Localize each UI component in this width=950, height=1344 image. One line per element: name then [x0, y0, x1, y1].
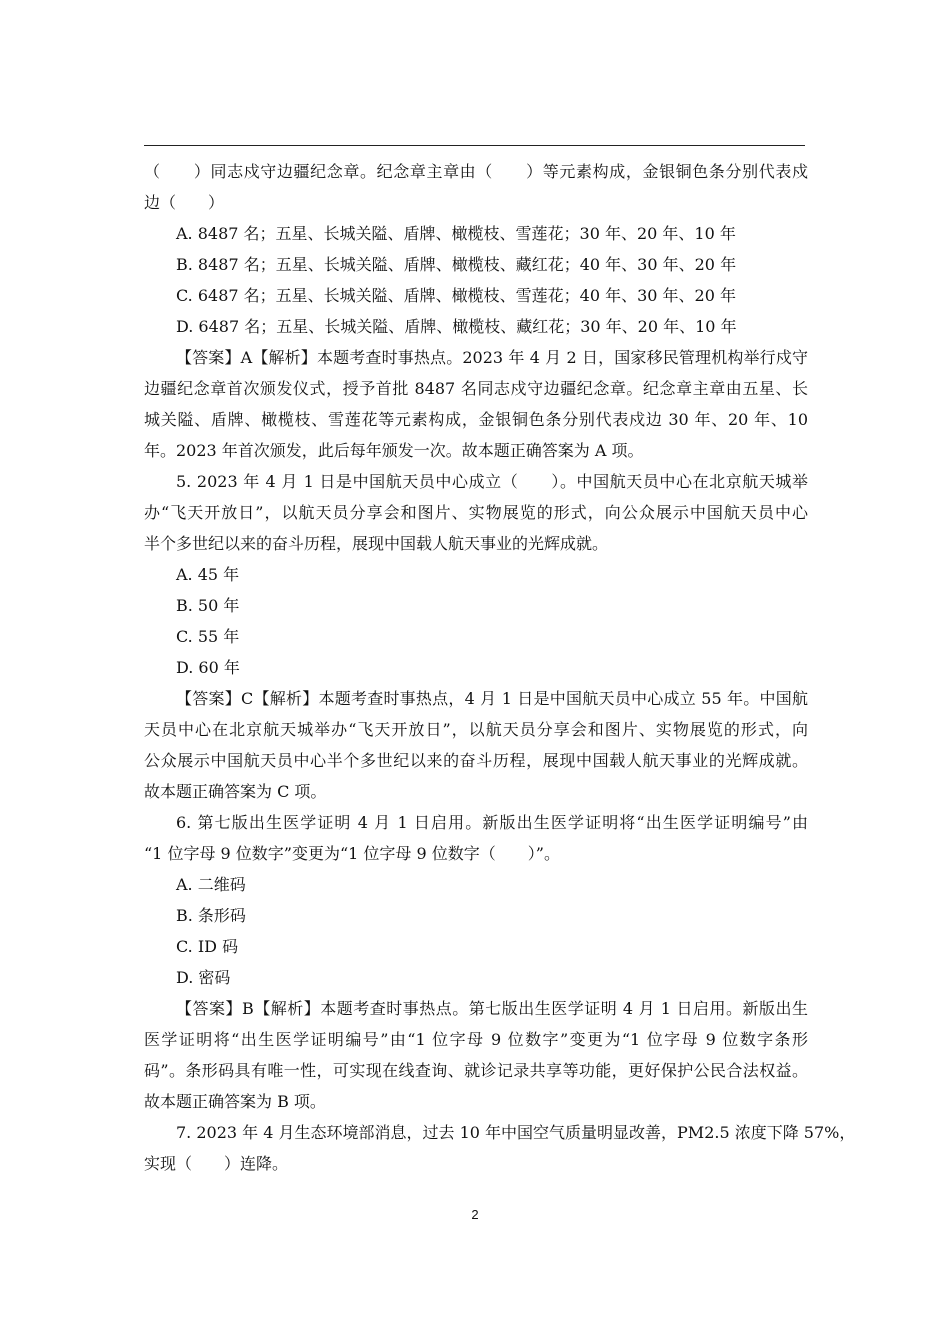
text-line: 故本题正确答案为 C 项。 [144, 782, 327, 801]
text-line: B. 条形码 [176, 906, 246, 925]
text-line: 办“飞天开放日”，以航天员分享会和图片、实物展览的形式，向公众展示中国航天员中心 [144, 503, 808, 522]
text-line: （ ）同志戍守边疆纪念章。纪念章主章由（ ）等元素构成，金银铜色条分别代表戍 [144, 162, 808, 181]
text-line: 边疆纪念章首次颁发仪式，授予首批 8487 名同志戍守边疆纪念章。纪念章主章由五星、长 [144, 379, 808, 398]
text-line: C. 6487 名；五星、长城关隘、盾牌、橄榄枝、雪莲花；40 年、30 年、20 年 [176, 286, 736, 305]
text-line: C. 55 年 [176, 627, 240, 646]
text-line: 故本题正确答案为 B 项。 [144, 1092, 326, 1111]
text-line: B. 50 年 [176, 596, 240, 615]
text-line: 【答案】A【解析】本题考查时事热点。2023 年 4 月 2 日，国家移民管理机构举行戍守 [176, 348, 808, 367]
text-line: D. 60 年 [176, 658, 240, 677]
text-line: 【答案】B【解析】本题考查时事热点。第七版出生医学证明 4 月 1 日启用。新版出生 [176, 999, 808, 1018]
text-line: 年。2023 年首次颁发，此后每年颁发一次。故本题正确答案为 A 项。 [144, 441, 644, 460]
text-line: C. ID 码 [176, 937, 239, 956]
text-line: 医学证明将“出生医学证明编号”由“1 位字母 9 位数字”变更为“1 位字母 9 位数字条形 [144, 1030, 808, 1049]
text-line: 实现（ ）连降。 [144, 1154, 289, 1173]
text-line: “1 位字母 9 位数字”变更为“1 位字母 9 位数字（ ）”。 [144, 844, 560, 863]
text-line: 城关隘、盾牌、橄榄枝、雪莲花等元素构成，金银铜色条分别代表戍边 30 年、20 年、10 [144, 410, 808, 429]
text-line: 6. 第七版出生医学证明 4 月 1 日启用。新版出生医学证明将“出生医学证明编号”由 [176, 813, 808, 832]
text-line: A. 45 年 [176, 565, 240, 584]
text-line: 7. 2023 年 4 月生态环境部消息，过去 10 年中国空气质量明显改善，PM2.5 浓度下降 57%， [176, 1123, 856, 1142]
text-line: 公众展示中国航天员中心半个多世纪以来的奋斗历程，展现中国载人航天事业的光辉成就。 [144, 751, 808, 770]
text-line: 边（ ） [144, 193, 225, 212]
text-line: 半个多世纪以来的奋斗历程，展现中国载人航天事业的光辉成就。 [144, 534, 609, 553]
text-line: A. 8487 名；五星、长城关隘、盾牌、橄榄枝、雪莲花；30 年、20 年、10 年 [176, 224, 736, 243]
header-rule [144, 145, 805, 146]
text-line: A. 二维码 [176, 875, 246, 894]
text-line: 天员中心在北京航天城举办“飞天开放日”，以航天员分享会和图片、实物展览的形式，向 [144, 720, 808, 739]
document-body [144, 156, 856, 1179]
text-line: D. 6487 名；五星、长城关隘、盾牌、橄榄枝、藏红花；30 年、20 年、10 年 [176, 317, 737, 336]
text-line: 码”。条形码具有唯一性，可实现在线查询、就诊记录共享等功能，更好保护公民合法权益。 [144, 1061, 808, 1080]
page-number: 2 [471, 1207, 479, 1222]
text-line: 【答案】C【解析】本题考查时事热点，4 月 1 日是中国航天员中心成立 55 年。中国航 [176, 689, 808, 708]
text-line: 5. 2023 年 4 月 1 日是中国航天员中心成立（ ）。中国航天员中心在北京航天城举 [176, 472, 808, 491]
text-line: D. 密码 [176, 968, 231, 987]
text-line: B. 8487 名；五星、长城关隘、盾牌、橄榄枝、藏红花；40 年、30 年、20 年 [176, 255, 737, 274]
